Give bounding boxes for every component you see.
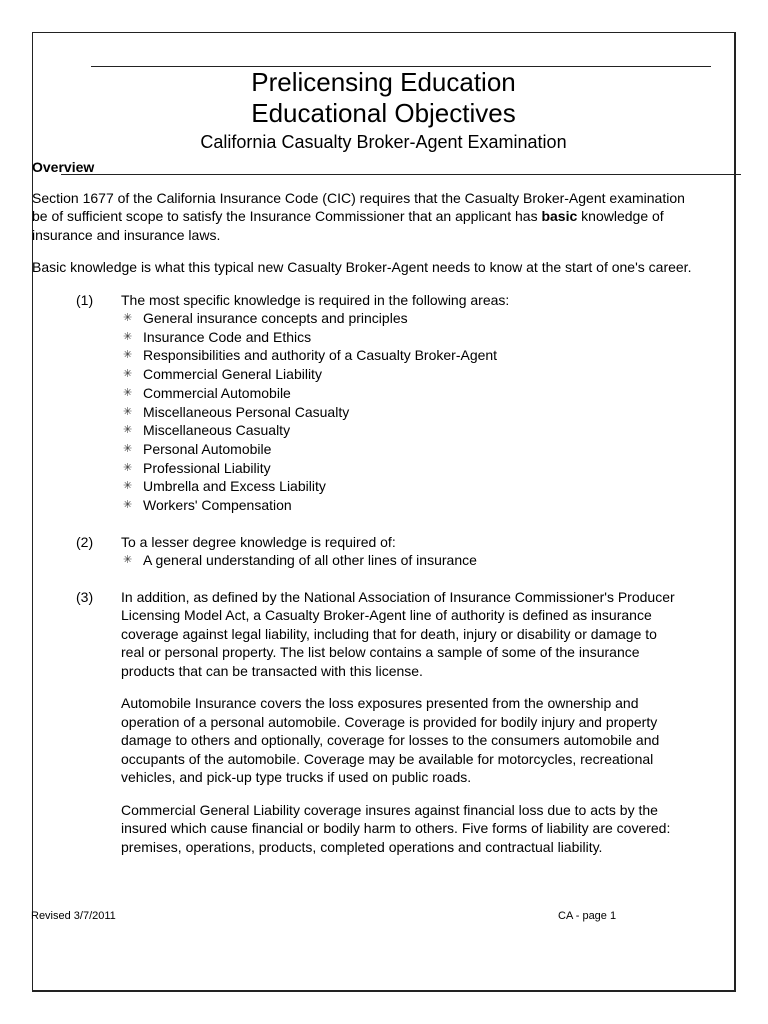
asterisk-bullet-icon: ✳: [123, 405, 133, 418]
revision-date: Revised 3/7/2011: [31, 910, 116, 922]
asterisk-bullet-icon: ✳: [123, 349, 133, 362]
list-item: ✳ Miscellaneous Personal Casualty: [123, 403, 350, 420]
asterisk-bullet-icon: ✳: [123, 312, 133, 324]
section-number: (1): [76, 291, 94, 308]
section-1: [32, 291, 692, 515]
document-body: [32, 158, 692, 870]
overview-heading: Overview: [32, 159, 95, 175]
subtitle: California Casualty Broker-Agent Examination: [200, 132, 567, 152]
section-paragraph: Commercial General Liability coverage insures against financial loss due to acts by the insured which cause financial or bodily harm to others. Five forms of liability are covered: premises, operations, products, completed operations and contractual liability.: [121, 801, 671, 855]
asterisk-bullet-icon: ✳: [123, 386, 133, 399]
asterisk-bullet-icon: ✳: [123, 442, 133, 455]
section-2: [32, 533, 692, 570]
overview-paragraph-1: Section 1677 of the California Insurance Code (CIC) requires that the Casualty Broker-Agent examination be of sufficient scope to satisfy the Insurance Commissioner that an applicant has basic knowledge of insurance and insurance laws.: [32, 189, 685, 243]
overview-paragraph-2: Basic knowledge is what this typical new Casualty Broker-Agent needs to know at the start of one's career.: [32, 259, 692, 275]
section-number: (2): [76, 533, 94, 550]
list-item: ✳ Insurance Code and Ethics: [123, 328, 312, 345]
list-item: ✳ Miscellaneous Casualty: [123, 422, 291, 439]
section-intro: The most specific knowledge is required in the following areas:: [121, 291, 510, 308]
section-number: (3): [76, 588, 94, 605]
asterisk-bullet-icon: ✳: [123, 330, 133, 343]
list-item: ✳ Commercial General Liability: [123, 366, 322, 383]
asterisk-bullet-icon: ✳: [123, 424, 133, 437]
list-item: ✳ Responsibilities and authority of a Casualty Broker-Agent: [123, 347, 498, 364]
list-item: ✳ General insurance concepts and principles: [123, 310, 408, 326]
knowledge-list: [121, 309, 681, 515]
list-item: ✳ Professional Liability: [123, 459, 271, 476]
list-item: ✳ Commercial Automobile: [123, 384, 291, 401]
list-item: ✳ Personal Automobile: [123, 440, 272, 457]
list-item: ✳ Umbrella and Excess Liability: [123, 478, 326, 495]
title-line-2: Educational Objectives: [251, 98, 516, 128]
asterisk-bullet-icon: ✳: [123, 461, 133, 474]
list-item: ✳ Workers' Compensation: [123, 497, 292, 514]
asterisk-bullet-icon: ✳: [123, 499, 133, 512]
asterisk-bullet-icon: ✳: [123, 368, 133, 381]
section-3: [32, 588, 692, 871]
asterisk-bullet-icon: ✳: [123, 480, 133, 493]
asterisk-bullet-icon: ✳: [123, 554, 133, 567]
lesser-knowledge-list: [121, 551, 681, 570]
section-paragraph: In addition, as defined by the National Association of Insurance Commissioner's Producer Licensing Model Act, a Casualty Broker-Agent line of authority is defined as insurance coverage against legal liability, including that for death, injury or disability or damage to real or personal property. The list below contains a sample of some of the insurance products that can be transacted with this license.: [121, 588, 675, 679]
emphasis-basic: basic: [541, 208, 578, 224]
list-item: ✳ A general understanding of all other lines of insurance: [123, 552, 477, 569]
title-block: [33, 67, 734, 154]
title-line-1: Prelicensing Education: [251, 67, 516, 97]
page-number: CA - page 1: [558, 910, 617, 922]
section-paragraph: Automobile Insurance covers the loss exposures presented from the ownership and operation of a personal automobile. Coverage is provided for bodily injury and property damage to others and optionally, coverage for losses to the consumers automobile and occupants of the automobile. Coverage may be available for motorcycles, recreational vehicles, and pick-up type trucks if used on public roads.: [121, 695, 660, 786]
section-intro: To a lesser degree knowledge is required of:: [121, 533, 396, 550]
